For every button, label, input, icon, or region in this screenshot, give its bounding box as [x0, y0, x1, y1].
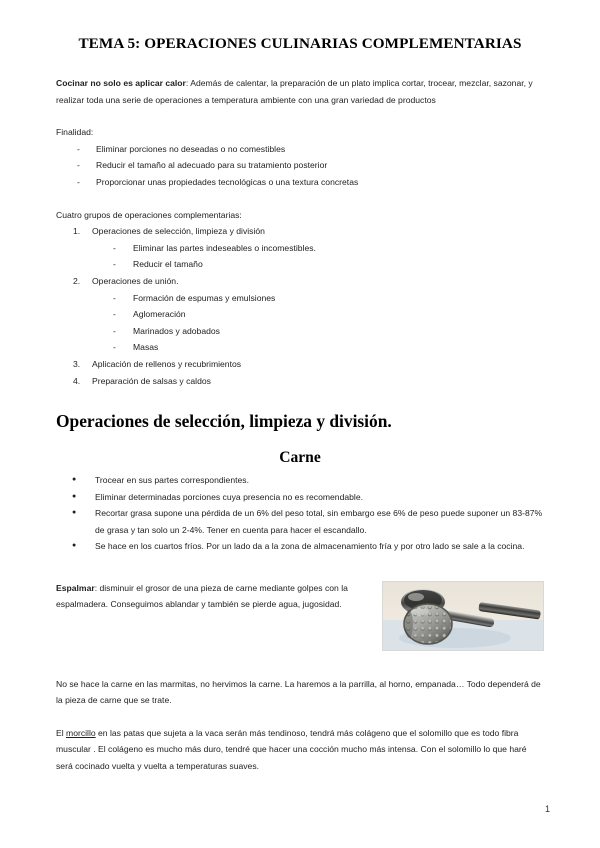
- spacer: [56, 53, 544, 75]
- espalmar-term: Espalmar: [56, 582, 95, 593]
- espalmar-definition: [56, 580, 376, 613]
- list-item: [56, 174, 544, 191]
- list-number: 3.: [73, 358, 81, 369]
- dash-marker: -: [77, 176, 80, 187]
- list-item-label: Trocear en sus partes correspondientes.: [95, 475, 249, 486]
- bullet-icon: ●: [72, 476, 77, 484]
- list-item: [56, 141, 544, 158]
- spacer: [56, 191, 544, 207]
- list-item: [56, 256, 544, 273]
- bullet-icon: ●: [72, 509, 77, 517]
- morcillo-underlined-term: morcillo: [66, 727, 96, 738]
- list-item: [56, 223, 544, 240]
- spacer: [56, 709, 544, 725]
- list-item: [56, 472, 544, 489]
- closing-paragraph-1: No se hace la carne en las marmitas, no hervimos la carne. La haremos a la parrilla, al horno, empanada… Todo dependerá de la pieza de carne que se trate.: [56, 678, 541, 706]
- list-item: [56, 373, 544, 390]
- finalidad-heading: Finalidad:: [56, 127, 94, 138]
- spacer: [56, 654, 544, 676]
- intro-paragraph: [56, 75, 544, 108]
- dash-marker: -: [113, 309, 116, 320]
- list-item-label: Reducir el tamaño al adecuado para su tratamiento posterior: [96, 160, 328, 171]
- dash-marker: -: [77, 160, 80, 171]
- list-item: [56, 505, 544, 538]
- list-number: 4.: [73, 375, 81, 386]
- spacer: [56, 555, 544, 571]
- list-item: [56, 356, 544, 373]
- list-item-label: Formación de espumas y emulsiones: [133, 292, 276, 303]
- list-item: [56, 306, 544, 323]
- bullet-icon: ●: [72, 542, 77, 550]
- list-item-label: Eliminar determinadas porciones cuya presencia no es recomendable.: [95, 491, 363, 502]
- section-heading-seleccion: Operaciones de selección, limpieza y división.: [56, 411, 392, 432]
- list-item: [56, 323, 544, 340]
- espalmar-block: [56, 580, 544, 654]
- list-item-label: Reducir el tamaño: [133, 259, 203, 270]
- page-title: TEMA 5: OPERACIONES CULINARIAS COMPLEMENTARIAS: [78, 35, 522, 52]
- list-item-label: Operaciones de unión.: [92, 275, 179, 286]
- list-item-label: Se hace en los cuartos fríos. Por un lado da a la zona de almacenamiento fría y por otro lado se sale a la cocina.: [95, 541, 525, 552]
- list-item-label: Eliminar las partes indeseables o incomestibles.: [133, 242, 316, 253]
- list-item-label: Preparación de salsas y caldos: [92, 375, 211, 386]
- finalidad-list: [56, 141, 544, 191]
- list-item-label: Marinados y adobados: [133, 325, 220, 336]
- list-item: [56, 290, 544, 307]
- grupos-heading: Cuatro grupos de operaciones complementarias:: [56, 209, 242, 220]
- espalmadera-photo: [382, 581, 544, 651]
- dash-marker: -: [113, 242, 116, 253]
- dash-marker: -: [113, 342, 116, 353]
- dash-marker: -: [113, 325, 116, 336]
- dash-marker: -: [113, 259, 116, 270]
- list-item: [56, 240, 544, 257]
- meat-tenderizer-illustration: [383, 582, 543, 650]
- list-number: 2.: [73, 275, 81, 286]
- list-number: 1.: [73, 226, 81, 237]
- subsection-heading-carne: Carne: [279, 449, 321, 467]
- bullet-icon: ●: [72, 492, 77, 500]
- paragraph-2-start: El: [56, 727, 67, 738]
- list-item-label: Aglomeración: [133, 309, 186, 320]
- list-item-label: Eliminar porciones no deseadas o no comestibles: [96, 143, 286, 154]
- list-item: [56, 339, 544, 356]
- list-item: [56, 157, 544, 174]
- list-item: [56, 538, 544, 555]
- list-item-label: Recortar grasa supone una pérdida de un 6% del peso total, sin embargo ese 6% de peso puede suponer un 83-87% de grasa y tan solo un 2-4%. Tener en cuenta para hacer el escandallo.: [95, 508, 543, 535]
- dash-marker: -: [113, 292, 116, 303]
- intro-lead-rest: : Además de calentar, la preparación de un plato implica cortar, trocear, mezclar, sazonar, y realizar toda una serie de operaciones a temperatura ambiente con una gran variedad de productos: [56, 78, 533, 105]
- closing-paragraph-2: [56, 725, 544, 775]
- list-item-label: Proporcionar unas propiedades tecnológicas o una textura concretas: [96, 176, 359, 187]
- page-number: 1: [544, 804, 550, 814]
- grupos-list: [56, 223, 544, 389]
- spacer: [56, 108, 544, 124]
- list-item-label: Masas: [133, 342, 159, 353]
- list-item: [56, 489, 544, 506]
- list-item-label: Aplicación de rellenos y recubrimientos: [92, 358, 242, 369]
- carne-bullet-list: [56, 472, 544, 555]
- paragraph-2-rest: en las patas que sujeta a la vaca serán más tendinoso, tendrá más colágeno que el solomillo que es todo fibra muscular . El colágeno es mucho más duro, tendré que hacer una cocción mucho más intensa. Con el solomillo lo que haré será cocinado vuelta y vuelta a temperaturas suaves.: [56, 727, 527, 772]
- intro-lead-bold: Cocinar no solo es aplicar calor: [56, 78, 186, 88]
- dash-marker: -: [77, 143, 80, 154]
- espalmar-definition-text: : disminuir el grosor de una pieza de carne mediante golpes con la espalmadera. Conseguimos ablandar y también se pierde agua, jugosidad.: [56, 582, 348, 610]
- list-item-label: Operaciones de selección, limpieza y división: [92, 226, 265, 237]
- list-item: [56, 273, 544, 290]
